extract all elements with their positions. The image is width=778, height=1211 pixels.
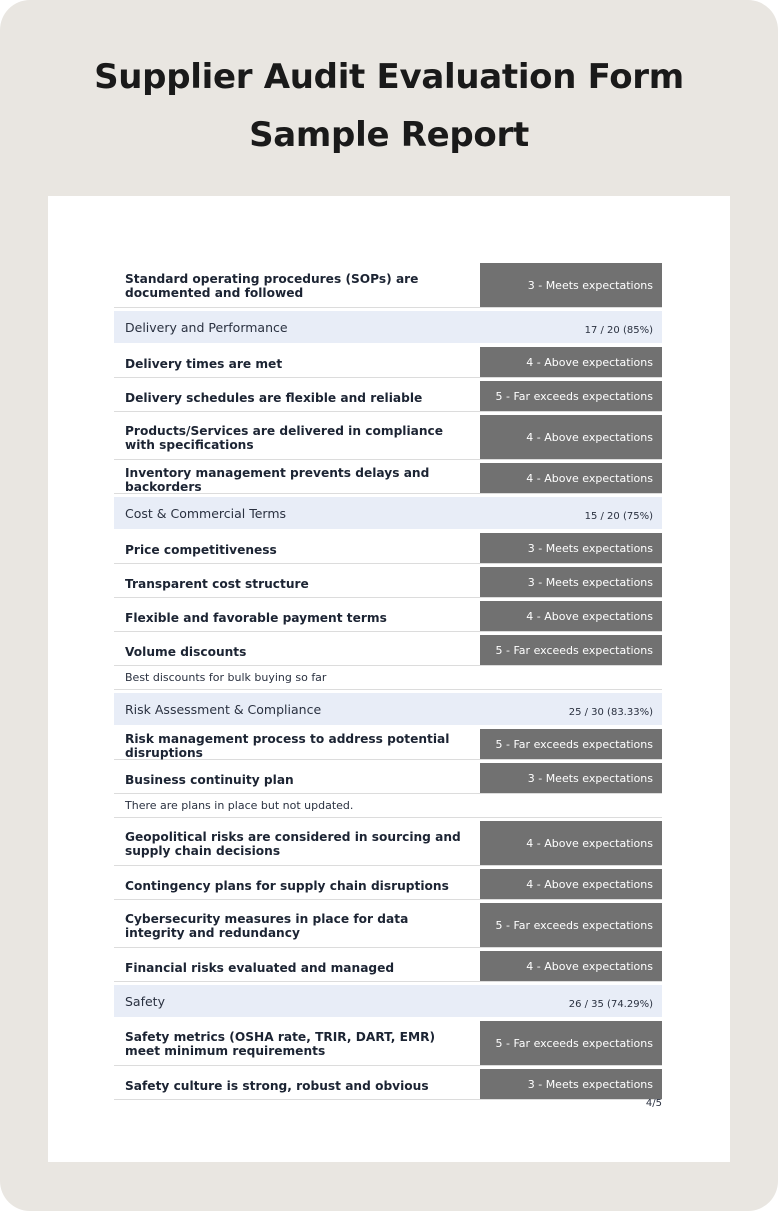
question-text: Safety culture is strong, robust and obvious xyxy=(125,1079,429,1093)
question-text: Business continuity plan xyxy=(125,773,294,787)
rating-cell: 4 - Above expectations xyxy=(480,415,662,459)
evaluation-row xyxy=(114,533,662,564)
evaluation-row xyxy=(114,635,662,666)
question-text: Safety metrics (OSHA rate, TRIR, DART, EMR) meet minimum requirements xyxy=(125,1029,436,1058)
question-text: Delivery schedules are flexible and reliable xyxy=(125,391,423,405)
evaluation-row xyxy=(114,347,662,378)
section-header xyxy=(114,985,662,1017)
evaluation-row xyxy=(114,729,662,760)
row-comment: Best discounts for bulk buying so far xyxy=(114,666,662,690)
section-header xyxy=(114,693,662,725)
question-text: Contingency plans for supply chain disruptions xyxy=(125,879,449,893)
evaluation-row xyxy=(114,951,662,982)
evaluation-table xyxy=(114,263,662,1103)
report-title-line-2: Sample Report xyxy=(249,115,529,155)
evaluation-row xyxy=(114,1021,662,1066)
page-number: 4/5 xyxy=(645,1098,662,1109)
rating-cell: 4 - Above expectations xyxy=(480,347,662,377)
rating-cell: 4 - Above expectations xyxy=(480,869,662,899)
question-text: Geopolitical risks are considered in sourcing and supply chain decisions xyxy=(125,829,461,858)
rating-cell: 3 - Meets expectations xyxy=(480,533,662,563)
evaluation-row xyxy=(114,1069,662,1100)
section-name: Cost & Commercial Terms xyxy=(125,505,287,521)
section-header xyxy=(114,311,662,343)
question-text: Transparent cost structure xyxy=(125,577,309,591)
section-header xyxy=(114,497,662,529)
evaluation-row xyxy=(114,567,662,598)
rating-cell: 5 - Far exceeds expectations xyxy=(480,1021,662,1065)
section-name: Risk Assessment & Compliance xyxy=(125,701,322,717)
question-text: Standard operating procedures (SOPs) are documented and followed xyxy=(125,271,419,300)
evaluation-row xyxy=(114,263,662,308)
question-text: Financial risks evaluated and managed xyxy=(125,961,395,975)
evaluation-row xyxy=(114,601,662,632)
evaluation-row xyxy=(114,415,662,460)
rating-cell: 3 - Meets expectations xyxy=(480,263,662,307)
question-text: Risk management process to address potential disruptions xyxy=(125,732,450,760)
evaluation-row xyxy=(114,381,662,412)
question-text: Products/Services are delivered in compliance with specifications xyxy=(125,423,444,452)
evaluation-row xyxy=(114,903,662,948)
question-text: Inventory management prevents delays and backorders xyxy=(125,466,430,494)
rating-cell: 5 - Far exceeds expectations xyxy=(480,903,662,947)
rating-cell: 3 - Meets expectations xyxy=(480,763,662,793)
report-title xyxy=(0,48,778,164)
section-score: 26 / 35 (74.29%) xyxy=(568,998,653,1010)
question-text: Cybersecurity measures in place for data integrity and redundancy xyxy=(125,911,409,940)
question-text: Price competitiveness xyxy=(125,543,277,557)
rating-cell: 5 - Far exceeds expectations xyxy=(480,381,662,411)
report-title-line-1: Supplier Audit Evaluation Form xyxy=(94,57,684,97)
rating-cell: 4 - Above expectations xyxy=(480,463,662,493)
evaluation-row xyxy=(114,463,662,494)
section-name: Delivery and Performance xyxy=(125,319,288,335)
evaluation-row xyxy=(114,821,662,866)
question-text: Delivery times are met xyxy=(125,357,283,371)
question-text: Volume discounts xyxy=(125,645,247,659)
evaluation-row xyxy=(114,763,662,794)
rating-cell: 3 - Meets expectations xyxy=(480,1069,662,1099)
rating-cell: 4 - Above expectations xyxy=(480,951,662,981)
section-name: Safety xyxy=(125,993,165,1009)
section-score: 25 / 30 (83.33%) xyxy=(568,706,653,718)
rating-cell: 3 - Meets expectations xyxy=(480,567,662,597)
report-page xyxy=(48,196,730,1162)
section-score: 17 / 20 (85%) xyxy=(584,324,653,336)
rating-cell: 4 - Above expectations xyxy=(480,821,662,865)
rating-cell: 4 - Above expectations xyxy=(480,601,662,631)
rating-cell: 5 - Far exceeds expectations xyxy=(480,635,662,665)
question-text: Flexible and favorable payment terms xyxy=(125,611,387,625)
section-score: 15 / 20 (75%) xyxy=(584,510,653,522)
rating-cell: 5 - Far exceeds expectations xyxy=(480,729,662,759)
row-comment: There are plans in place but not updated. xyxy=(114,794,662,818)
evaluation-row xyxy=(114,869,662,900)
